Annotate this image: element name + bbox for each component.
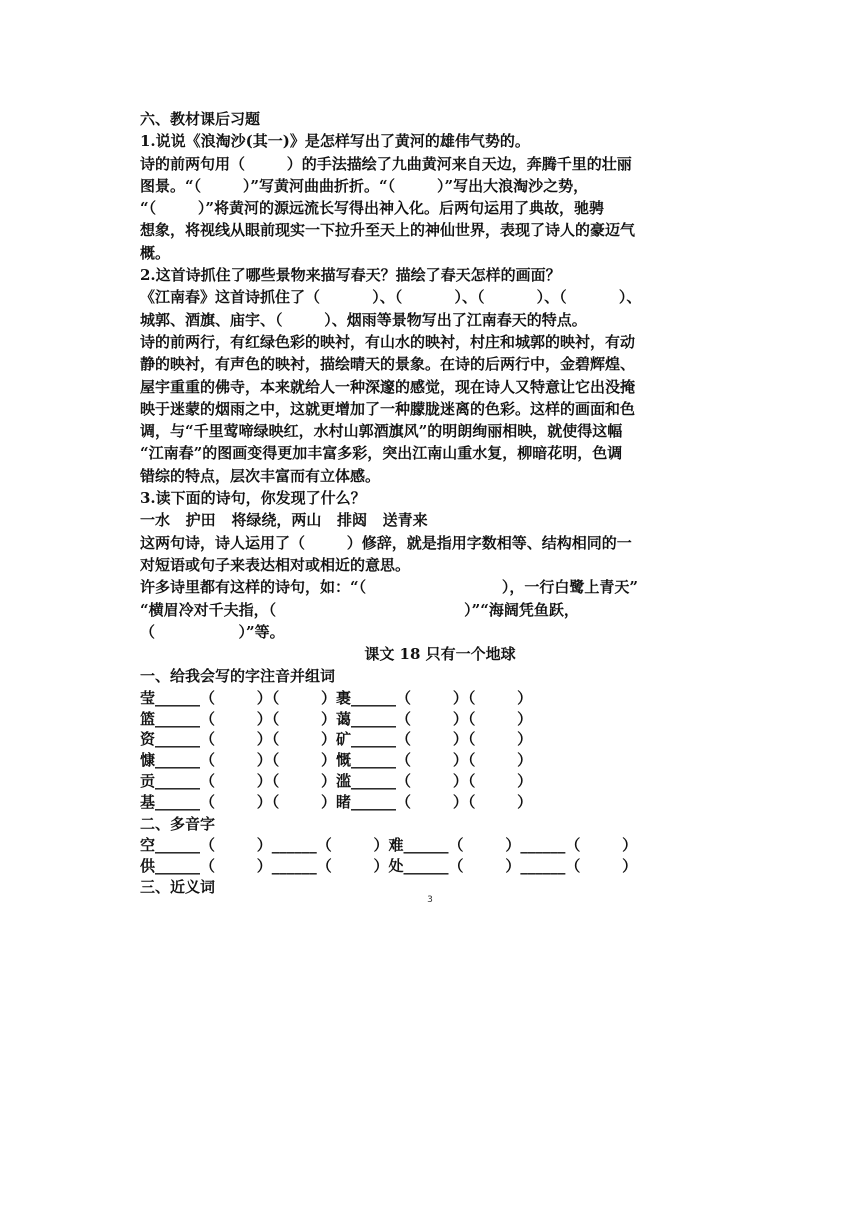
character-row: 基______（ ）（ ）睹______（ ）（ ）: [140, 792, 533, 811]
answer-line: 诗的前两行，有红绿色彩的映衬，有山水的映衬，村庄和城郭的映衬，有动: [140, 332, 636, 351]
answer-line: 想象，将视线从眼前现实一下拉升至天上的神仙世界，表现了诗人的豪迈气: [140, 221, 636, 240]
answer-line: 图景。“（ ）”写黄河曲曲折折。“（ ）”写出大浪淘沙之势，: [140, 176, 589, 195]
part3-heading: 三、近义词: [140, 878, 216, 897]
part1-heading: 一、给我会写的字注音并组词: [140, 667, 336, 686]
answer-line: 调，与“千里莺啼绿映红，水村山郭酒旗风”的明朗绚丽相映，就使得这幅: [140, 422, 623, 441]
character-row: 资______（ ）（ ）矿______（ ）（ ）: [140, 730, 533, 749]
answer-line: 一水 护田 将绿绕，两山 排闼 送青来: [140, 511, 428, 530]
answer-line: 静的映衬，有声色的映衬，描绘晴天的景象。在诗的后两行中，金碧辉煌、: [140, 355, 636, 374]
polyphonic-row: 空______（ ）______（ ）难______（ ）______（ ）: [140, 835, 638, 854]
character-row: 贡______（ ）（ ）滥______（ ）（ ）: [140, 771, 533, 790]
answer-1: [140, 153, 740, 264]
answer-3: [140, 509, 740, 643]
part2-heading: 二、多音字: [140, 814, 216, 833]
answer-line: 概。: [140, 243, 171, 262]
answer-line: “横眉冷对千夫指，（ ）”“海阔凭鱼跃，: [140, 600, 579, 619]
answer-line: 映于迷蒙的烟雨之中，这就更增加了一种朦胧迷离的色彩。这样的画面和色: [140, 399, 636, 418]
lesson-title: 课文 18 只有一个地球: [364, 645, 516, 664]
character-row: 莹______（ ）（ ）裹______（ ）（ ）: [140, 688, 533, 707]
answer-line: 错综的特点，层次丰富而有立体感。: [140, 466, 381, 485]
question-3: 3.读下面的诗句，你发现了什么？: [140, 489, 366, 508]
answer-line: 许多诗里都有这样的诗句，如：“（ ），一行白鹭上青天”: [140, 578, 639, 597]
answer-line: 这两句诗，诗人运用了（ ）修辞，就是指用字数相等、结构相同的一: [140, 533, 632, 552]
answer-line: 诗的前两句用（ ）的手法描绘了九曲黄河来自天边，奔腾千里的壮丽: [140, 154, 632, 173]
character-row: 慷______（ ）（ ）慨______（ ）（ ）: [140, 751, 533, 770]
answer-line: “江南春”的图画变得更加丰富多彩，突出江南山重水复，柳暗花明，色调: [140, 444, 623, 463]
answer-line: “（ ）”将黄河的源远流长写得出神入化。后两句运用了典故，驰骋: [140, 199, 605, 218]
polyphonic-rows: [140, 835, 740, 877]
page-number: 3: [427, 895, 433, 905]
character-rows: [140, 688, 740, 813]
answer-line: 对短语或句子来表达相对或相近的意思。: [140, 555, 411, 574]
answer-line: 《江南春》这首诗抓住了（ ）、（ ）、（ ）、（ ）、: [140, 288, 642, 307]
answer-line: 屋宇重重的佛寺，本来就给人一种深邃的感觉，现在诗人又特意让它出没掩: [140, 377, 636, 396]
character-row: 篮______（ ）（ ）蔼______（ ）（ ）: [140, 709, 533, 728]
question-2: 2.这首诗抓住了哪些景物来描写春天？描绘了春天怎样的画面？: [140, 266, 561, 285]
answer-2: [140, 286, 740, 487]
question-1: 1.说说《浪淘沙(其一)》是怎样写出了黄河的雄伟气势的。: [140, 132, 530, 151]
answer-line: 城郭、酒旗、庙宇、（ ）、烟雨等景物写出了江南春天的特点。: [140, 310, 587, 329]
answer-line: （ ）”等。: [140, 622, 285, 641]
worksheet-content: [140, 108, 740, 899]
section-heading: 六、教材课后习题: [140, 110, 261, 128]
polyphonic-row: 供______（ ）______（ ）处______（ ）______（ ）: [140, 856, 638, 875]
